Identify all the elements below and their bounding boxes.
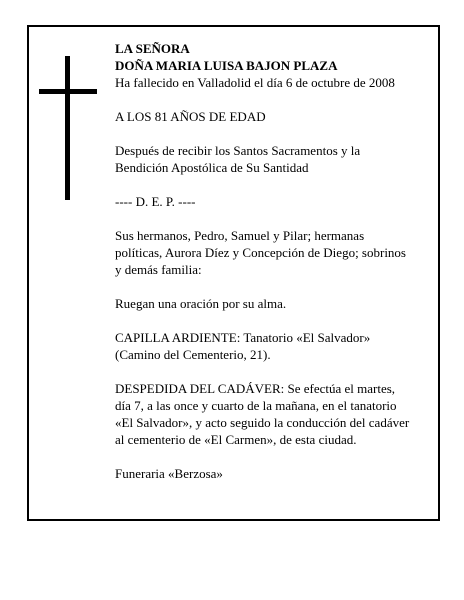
spacer [115,363,433,380]
farewell-info: DESPEDIDA DEL CADÁVER: Se efectúa el martes, [115,381,396,396]
family-line: políticas, Aurora Díez y Concepción de Diego; sobrinos [115,245,406,260]
spacer [115,312,433,329]
deceased-title: LA SEÑORA [115,41,190,56]
sacraments-line: Después de recibir los Santos Sacramentos y la [115,143,361,158]
spacer [115,448,433,465]
family-line: y demás familia: [115,262,202,277]
cross-icon [39,56,97,200]
sacraments-line: Bendición Apostólica de Su Santidad [115,160,309,175]
spacer [115,176,433,193]
cross-horizontal-bar [39,89,97,94]
death-place-date: Ha fallecido en Valladolid el día 6 de octubre de 2008 [115,75,395,90]
farewell-info: día 7, a las once y cuarto de la mañana, en el tanatorio [115,398,397,413]
prayer-request: Ruegan una oración por su alma. [115,296,287,311]
rest-in-peace-line: ---- D. E. P. ---- [115,194,196,209]
deceased-name: DOÑA MARIA LUISA BAJON PLAZA [115,58,338,73]
farewell-info: «El Salvador», y acto seguido la conducción del cadáver [115,415,410,430]
spacer [115,278,433,295]
obituary-text [115,40,433,482]
spacer [115,125,433,142]
spacer [115,210,433,227]
obituary-card [27,25,440,521]
spacer [115,91,433,108]
age-at-death: A LOS 81 AÑOS DE EDAD [115,109,266,124]
farewell-info: al cementerio de «El Carmen», de esta ciudad. [115,432,357,447]
cross-vertical-bar [65,56,70,200]
family-line: Sus hermanos, Pedro, Samuel y Pilar; hermanas [115,228,365,243]
chapel-info: (Camino del Cementerio, 21). [115,347,271,362]
chapel-info: CAPILLA ARDIENTE: Tanatorio «El Salvador» [115,330,371,345]
funeral-home: Funeraria «Berzosa» [115,466,223,481]
